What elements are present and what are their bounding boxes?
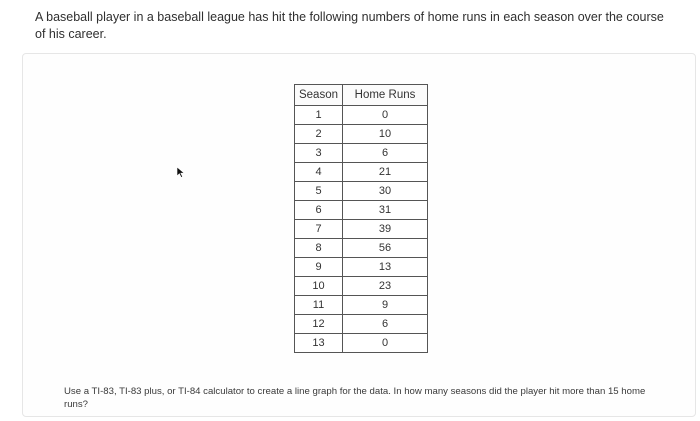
home-runs-cell: 56 xyxy=(343,239,428,258)
season-cell: 11 xyxy=(295,296,343,315)
home-runs-cell: 6 xyxy=(343,144,428,163)
home-runs-cell: 39 xyxy=(343,220,428,239)
home-runs-cell: 30 xyxy=(343,182,428,201)
table-row xyxy=(295,125,428,144)
table-row xyxy=(295,315,428,334)
table-row xyxy=(295,182,428,201)
season-cell: 8 xyxy=(295,239,343,258)
season-column-header: Season xyxy=(295,85,343,106)
table-row xyxy=(295,334,428,353)
question-text: Use a TI-83, TI-83 plus, or TI-84 calculator to create a line graph for the data. In how many seasons did the player hit more than 15 home runs? xyxy=(64,386,646,410)
table-row xyxy=(295,144,428,163)
table-row xyxy=(295,220,428,239)
home-runs-cell: 9 xyxy=(343,296,428,315)
home-runs-cell: 13 xyxy=(343,258,428,277)
home-runs-cell: 23 xyxy=(343,277,428,296)
home-runs-cell: 0 xyxy=(343,334,428,353)
table-row xyxy=(295,163,428,182)
intro-text: A baseball player in a baseball league has hit the following numbers of home runs in each season over the course of his career. xyxy=(35,10,664,41)
mouse-pointer-icon xyxy=(176,166,186,178)
season-cell: 12 xyxy=(295,315,343,334)
table-row xyxy=(295,239,428,258)
season-cell: 10 xyxy=(295,277,343,296)
table-row xyxy=(295,106,428,125)
season-cell: 2 xyxy=(295,125,343,144)
season-cell: 9 xyxy=(295,258,343,277)
home-runs-table xyxy=(294,84,428,353)
season-cell: 6 xyxy=(295,201,343,220)
table-header-row xyxy=(295,85,428,106)
home-runs-cell: 6 xyxy=(343,315,428,334)
table-body xyxy=(295,106,428,353)
home-runs-cell: 0 xyxy=(343,106,428,125)
home-runs-cell: 10 xyxy=(343,125,428,144)
season-cell: 1 xyxy=(295,106,343,125)
home-runs-column-header: Home Runs xyxy=(343,85,428,106)
table-row xyxy=(295,277,428,296)
table-row xyxy=(295,201,428,220)
season-cell: 4 xyxy=(295,163,343,182)
season-cell: 7 xyxy=(295,220,343,239)
season-cell: 5 xyxy=(295,182,343,201)
table-row xyxy=(295,296,428,315)
home-runs-cell: 31 xyxy=(343,201,428,220)
home-runs-cell: 21 xyxy=(343,163,428,182)
season-cell: 13 xyxy=(295,334,343,353)
table-row xyxy=(295,258,428,277)
season-cell: 3 xyxy=(295,144,343,163)
